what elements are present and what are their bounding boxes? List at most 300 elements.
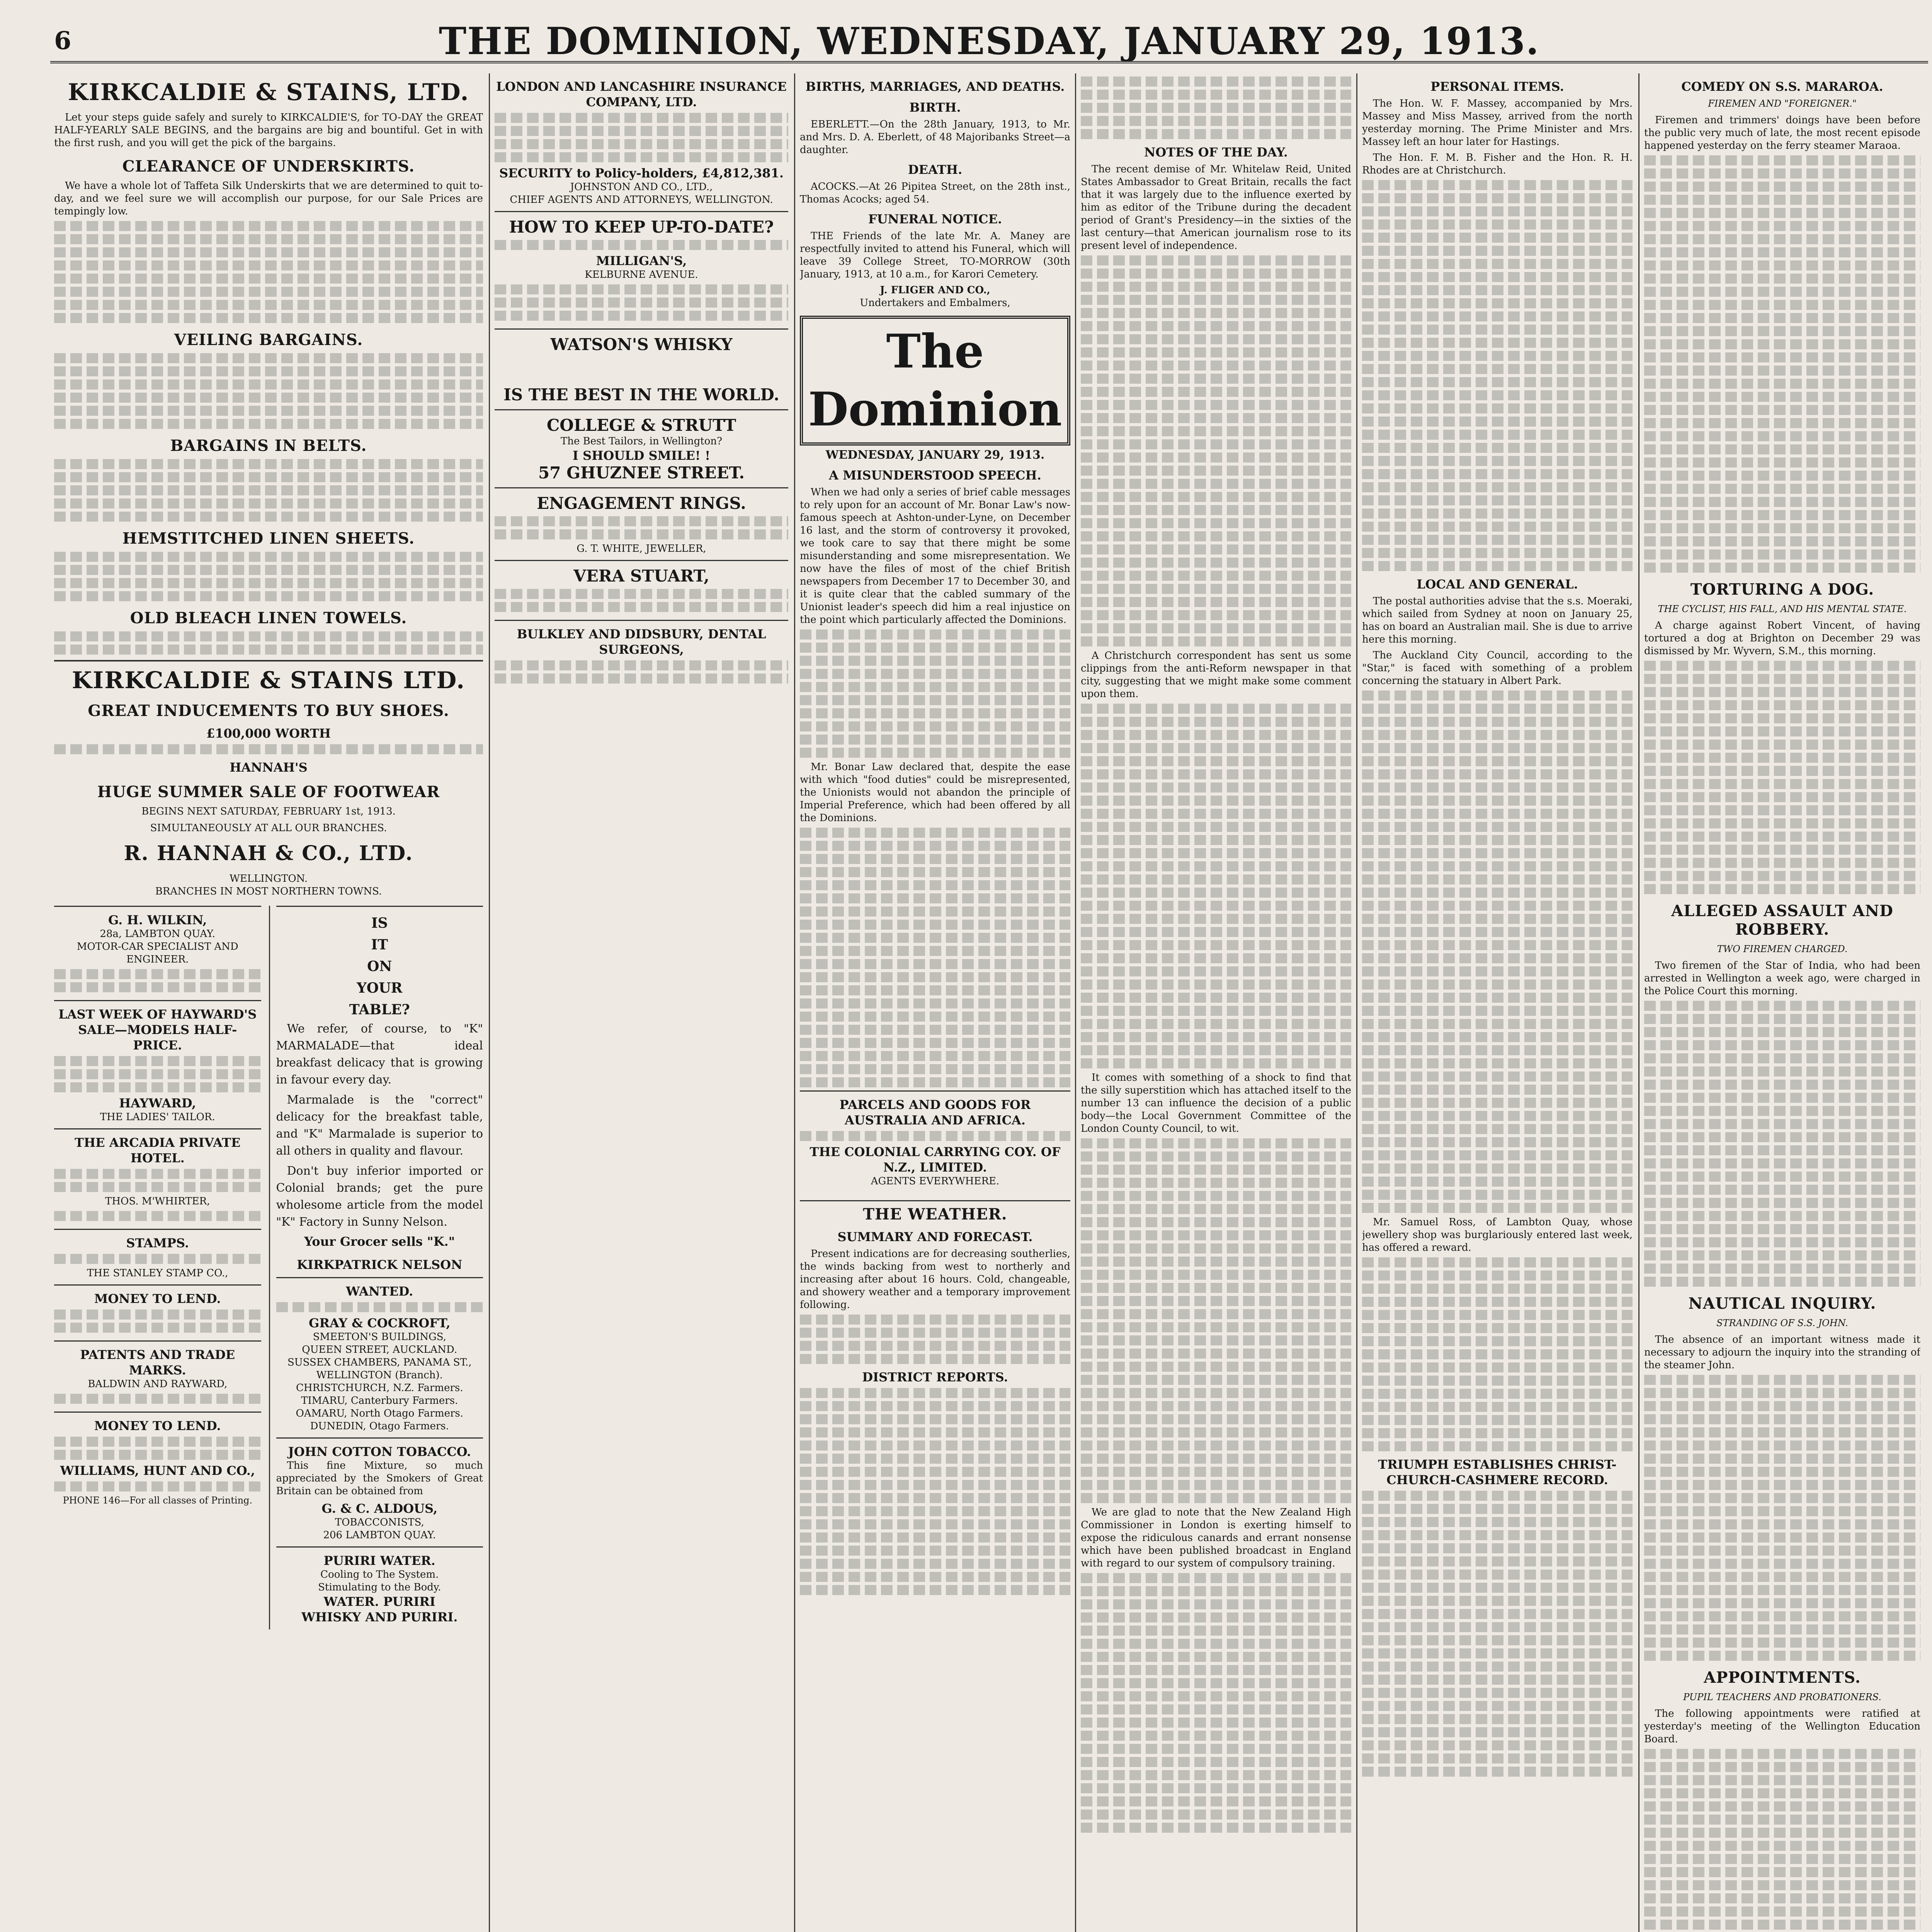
text-line-placeholder bbox=[1081, 1783, 1351, 1793]
text-line-placeholder bbox=[1644, 208, 1920, 218]
article-paragraph: Two firemen of the Star of India, who had been arrested in Wellington a week ago, were charged in the Police Court this morning. bbox=[1644, 960, 1920, 997]
text-line-placeholder bbox=[1644, 1264, 1920, 1274]
ad-text: TOBACCONISTS, bbox=[335, 1517, 424, 1528]
text-line-placeholder bbox=[1081, 400, 1351, 410]
text-line-placeholder bbox=[1081, 129, 1351, 139]
text-line-placeholder bbox=[1081, 1191, 1351, 1201]
text-line-placeholder bbox=[54, 260, 483, 270]
article-paragraph: We are glad to note that the New Zealand High Commissioner in London is exerting himself to expose the ridiculous canards and errant nonsense which have been published broadcast in England with regard to our system of compulsory training. bbox=[1081, 1507, 1351, 1569]
editorial-paragraph: When we had only a series of brief cable messages to rely upon for an account of Mr. Bonar Law's now-famous speech at Ashton-under-Lyne, on December 16 last, and the storm of controversy it provoked, we took care to say that there might be some misunderstanding and some misrepresentation. We now have the files of most of the chief British newspapers from December 17 to December 30, and it is quite clear that the cabled summary of the Unionist leader's speech did him a real injustice on the point which particularly affected the Dominions. bbox=[800, 486, 1070, 626]
text-line-placeholder bbox=[800, 669, 1070, 679]
text-line-placeholder bbox=[1081, 1626, 1351, 1636]
ad-heading: KIRKCALDIE & STAINS, LTD. bbox=[68, 79, 469, 106]
text-line-placeholder bbox=[1644, 1624, 1920, 1634]
text-line-placeholder bbox=[1081, 1493, 1351, 1503]
ad-text: BEGINS NEXT SATURDAY, FEBRUARY 1st, 1913. bbox=[141, 806, 396, 817]
text-line-placeholder bbox=[1081, 1349, 1351, 1359]
text-line-placeholder bbox=[800, 735, 1070, 745]
ad-text: IT bbox=[371, 937, 388, 953]
text-line-placeholder bbox=[800, 880, 1070, 890]
text-line-placeholder bbox=[54, 578, 483, 588]
masthead bbox=[50, 15, 1928, 63]
text-line-placeholder bbox=[1081, 610, 1351, 620]
text-line-placeholder bbox=[54, 1082, 261, 1092]
text-line-placeholder bbox=[1081, 1480, 1351, 1490]
ad-subheading: CLEARANCE OF UNDERSKIRTS. bbox=[122, 157, 415, 175]
notice-heading: BIRTH. bbox=[909, 100, 961, 115]
text-line-placeholder bbox=[800, 1427, 1070, 1437]
text-line-placeholder bbox=[800, 959, 1070, 969]
text-line-placeholder bbox=[1644, 1224, 1920, 1234]
text-line-placeholder bbox=[800, 1341, 1070, 1351]
column-notes bbox=[1081, 73, 1351, 1932]
text-line-placeholder bbox=[54, 1310, 261, 1320]
text-line-placeholder bbox=[1644, 1906, 1920, 1917]
text-line-placeholder bbox=[1644, 818, 1920, 828]
text-line-placeholder bbox=[1644, 339, 1920, 349]
text-line-placeholder bbox=[1644, 182, 1920, 192]
text-line-placeholder bbox=[1362, 1556, 1633, 1566]
ad-heading: COLLEGE & STRUTT bbox=[546, 416, 736, 435]
text-line-placeholder bbox=[1081, 1440, 1351, 1451]
text-line-placeholder bbox=[1644, 832, 1920, 842]
text-line-placeholder bbox=[1362, 311, 1633, 321]
ad-text: We refer, of course, to "K" MARMALADE—that ideal breakfast delicacy that is growing in favour every day. bbox=[276, 1022, 483, 1087]
text-line-placeholder bbox=[54, 969, 261, 979]
text-line-placeholder bbox=[1644, 766, 1920, 776]
text-line-placeholder bbox=[54, 353, 483, 363]
text-line-placeholder bbox=[1081, 1006, 1351, 1016]
text-line-placeholder bbox=[800, 708, 1070, 718]
text-line-placeholder bbox=[1081, 1704, 1351, 1714]
text-line-placeholder bbox=[1362, 1032, 1633, 1042]
text-line-placeholder bbox=[1644, 1145, 1920, 1155]
text-line-placeholder bbox=[1644, 352, 1920, 362]
text-line-placeholder bbox=[1362, 298, 1633, 308]
text-line-placeholder bbox=[1362, 1006, 1633, 1016]
text-line-placeholder bbox=[1081, 77, 1351, 87]
text-line-placeholder bbox=[1081, 116, 1351, 126]
text-line-placeholder bbox=[1362, 1428, 1633, 1438]
text-line-placeholder bbox=[800, 906, 1070, 917]
ad-heading: KIRKPATRICK NELSON bbox=[297, 1257, 463, 1272]
ad-text: SMEETON'S BUILDINGS, bbox=[313, 1331, 446, 1343]
text-line-placeholder bbox=[54, 247, 483, 257]
text-line-placeholder bbox=[1362, 953, 1633, 963]
text-line-placeholder bbox=[1081, 255, 1351, 265]
text-line-placeholder bbox=[1362, 1491, 1633, 1501]
text-line-placeholder bbox=[1362, 1376, 1633, 1386]
text-line-placeholder bbox=[1644, 1014, 1920, 1024]
ad-subheading: OLD BLEACH LINEN TOWELS. bbox=[130, 609, 407, 627]
text-line-placeholder bbox=[1644, 418, 1920, 428]
text-line-placeholder bbox=[54, 1394, 261, 1404]
text-line-placeholder bbox=[1081, 1665, 1351, 1675]
ad-text: HANNAH'S bbox=[230, 760, 308, 775]
text-line-placeholder bbox=[1644, 1493, 1920, 1503]
text-line-placeholder bbox=[800, 1532, 1070, 1543]
text-line-placeholder bbox=[1362, 743, 1633, 753]
text-line-placeholder bbox=[1644, 168, 1920, 179]
text-line-placeholder bbox=[54, 366, 483, 376]
text-line-placeholder bbox=[1081, 1427, 1351, 1437]
text-line-placeholder bbox=[1362, 980, 1633, 990]
text-line-placeholder bbox=[1081, 1823, 1351, 1833]
text-line-placeholder bbox=[1081, 1454, 1351, 1464]
text-line-placeholder bbox=[54, 1481, 261, 1492]
text-line-placeholder bbox=[1362, 914, 1633, 924]
ad-heading: WANTED. bbox=[346, 1284, 413, 1299]
article-paragraph: A charge against Robert Vincent, of having tortured a dog at Brighton on December 29 was dismissed by Mr. Wyvern, S.M., this morning. bbox=[1644, 620, 1920, 657]
section-subheading: FIREMEN AND "FOREIGNER." bbox=[1708, 98, 1857, 109]
text-line-placeholder bbox=[1081, 1270, 1351, 1280]
text-line-placeholder bbox=[54, 472, 483, 482]
text-line-placeholder bbox=[495, 529, 788, 539]
text-line-placeholder bbox=[1362, 338, 1633, 348]
text-line-placeholder bbox=[1644, 1506, 1920, 1516]
text-line-placeholder bbox=[1081, 861, 1351, 871]
text-line-placeholder bbox=[800, 643, 1070, 653]
ad-subheading: HEMSTITCHED LINEN SHEETS. bbox=[122, 529, 415, 548]
ad-text: OAMARU, North Otago Farmers. bbox=[296, 1408, 464, 1419]
text-line-placeholder bbox=[54, 1254, 261, 1264]
text-line-placeholder bbox=[1362, 861, 1633, 871]
text-line-placeholder bbox=[1362, 1203, 1633, 1213]
text-line-placeholder bbox=[1362, 430, 1633, 440]
text-line-placeholder bbox=[1362, 1622, 1633, 1632]
text-line-placeholder bbox=[1362, 509, 1633, 519]
text-line-placeholder bbox=[800, 682, 1070, 692]
text-line-placeholder bbox=[1644, 221, 1920, 231]
ad-text: IS bbox=[371, 915, 388, 931]
text-line-placeholder bbox=[1081, 1217, 1351, 1227]
text-line-placeholder bbox=[1081, 927, 1351, 937]
notice-text: ACOCKS.—At 26 Pipitea Street, on the 28th inst., Thomas Acocks; aged 54. bbox=[800, 181, 1070, 205]
text-line-placeholder bbox=[1362, 364, 1633, 374]
section-subheading: STRANDING OF S.S. JOHN. bbox=[1716, 1318, 1848, 1328]
text-line-placeholder bbox=[1644, 1762, 1920, 1772]
text-line-placeholder bbox=[800, 748, 1070, 758]
text-line-placeholder bbox=[1081, 704, 1351, 714]
text-line-placeholder bbox=[1644, 687, 1920, 697]
text-line-placeholder bbox=[1081, 796, 1351, 806]
text-line-placeholder bbox=[1362, 522, 1633, 532]
ad-text: Stimulating to the Body. bbox=[318, 1582, 441, 1593]
text-line-placeholder bbox=[1362, 1583, 1633, 1593]
text-line-placeholder bbox=[1644, 1480, 1920, 1490]
text-line-placeholder bbox=[1644, 444, 1920, 454]
ad-text: TIMARU, Canterbury Farmers. bbox=[301, 1395, 458, 1406]
text-line-placeholder bbox=[1081, 584, 1351, 594]
text-line-placeholder bbox=[800, 998, 1070, 1009]
ad-heading: ENGAGEMENT RINGS. bbox=[537, 494, 746, 513]
ad-heading: LONDON AND LANCASHIRE INSURANCE COMPANY, LTD. bbox=[496, 79, 787, 109]
text-line-placeholder bbox=[1362, 351, 1633, 361]
text-line-placeholder bbox=[1644, 300, 1920, 310]
ad-text: THE STANLEY STAMP CO., bbox=[87, 1267, 228, 1279]
text-line-placeholder bbox=[1081, 1283, 1351, 1293]
text-line-placeholder bbox=[276, 1302, 483, 1312]
ad-subheading: BARGAINS IN BELTS. bbox=[170, 437, 367, 455]
text-line-placeholder bbox=[1644, 1211, 1920, 1221]
text-line-placeholder bbox=[54, 1169, 261, 1179]
text-line-placeholder bbox=[1362, 756, 1633, 766]
text-line-placeholder bbox=[800, 1519, 1070, 1529]
text-line-placeholder bbox=[54, 498, 483, 509]
text-line-placeholder bbox=[800, 933, 1070, 943]
ad-text: WHISKY AND PURIRI. bbox=[301, 1610, 458, 1624]
article-paragraph: The postal authorities advise that the s.s. Moeraki, which sailed from Sydney at noon on January 25, has on board an Australian mail. She is due to arrive here this morning. bbox=[1362, 595, 1633, 645]
text-line-placeholder bbox=[800, 893, 1070, 903]
section-subheading: TWO FIREMEN CHARGED. bbox=[1717, 944, 1848, 954]
text-line-placeholder bbox=[1644, 563, 1920, 573]
text-line-placeholder bbox=[1081, 769, 1351, 779]
text-line-placeholder bbox=[1362, 730, 1633, 740]
text-line-placeholder bbox=[1081, 1058, 1351, 1068]
ad-text: THOS. M'WHIRTER, bbox=[105, 1196, 210, 1207]
text-line-placeholder bbox=[54, 485, 483, 495]
ad-text: JOHNSTON AND CO., LTD., bbox=[570, 181, 713, 193]
text-line-placeholder bbox=[1081, 1230, 1351, 1240]
text-line-placeholder bbox=[800, 1328, 1070, 1338]
editorial-date: WEDNESDAY, JANUARY 29, 1913. bbox=[825, 448, 1045, 462]
text-line-placeholder bbox=[1081, 1757, 1351, 1767]
text-line-placeholder bbox=[1081, 1032, 1351, 1042]
text-line-placeholder bbox=[1362, 690, 1633, 701]
text-line-placeholder bbox=[1081, 743, 1351, 753]
text-line-placeholder bbox=[1644, 1053, 1920, 1063]
text-line-placeholder bbox=[54, 631, 483, 641]
notice-heading: FUNERAL NOTICE. bbox=[868, 212, 1002, 226]
text-line-placeholder bbox=[1362, 848, 1633, 858]
text-line-placeholder bbox=[1644, 1066, 1920, 1077]
text-line-placeholder bbox=[800, 656, 1070, 666]
text-line-placeholder bbox=[1081, 1796, 1351, 1806]
text-line-placeholder bbox=[1644, 1651, 1920, 1661]
text-line-placeholder bbox=[1081, 282, 1351, 292]
text-line-placeholder bbox=[1081, 544, 1351, 554]
column-rule bbox=[794, 73, 795, 1932]
text-line-placeholder bbox=[1644, 287, 1920, 297]
text-line-placeholder bbox=[1362, 1767, 1633, 1777]
ad-heading: MONEY TO LEND. bbox=[94, 1418, 221, 1433]
ad-text: BALDWIN AND RAYWARD, bbox=[88, 1378, 228, 1390]
text-line-placeholder bbox=[800, 985, 1070, 995]
text-line-placeholder bbox=[1644, 1040, 1920, 1050]
text-line-placeholder bbox=[1081, 531, 1351, 541]
text-line-placeholder bbox=[1081, 756, 1351, 766]
text-line-placeholder bbox=[1644, 1277, 1920, 1287]
text-line-placeholder bbox=[1644, 858, 1920, 868]
text-line-placeholder bbox=[1081, 505, 1351, 515]
text-line-placeholder bbox=[1081, 1810, 1351, 1820]
ad-text: PHONE 146—For all classes of Printing. bbox=[63, 1495, 253, 1506]
text-line-placeholder bbox=[1362, 940, 1633, 950]
text-line-placeholder bbox=[1081, 1335, 1351, 1345]
column-editorial bbox=[800, 73, 1070, 1932]
text-line-placeholder bbox=[54, 287, 483, 297]
text-line-placeholder bbox=[1362, 1596, 1633, 1606]
text-line-placeholder bbox=[800, 1585, 1070, 1595]
text-line-placeholder bbox=[1081, 1019, 1351, 1029]
text-line-placeholder bbox=[1081, 835, 1351, 845]
text-line-placeholder bbox=[1362, 456, 1633, 466]
text-line-placeholder bbox=[1644, 1467, 1920, 1477]
text-line-placeholder bbox=[1081, 1586, 1351, 1596]
text-line-placeholder bbox=[1644, 713, 1920, 723]
text-line-placeholder bbox=[1081, 888, 1351, 898]
text-line-placeholder bbox=[54, 1450, 261, 1460]
ad-heading: VERA STUART, bbox=[573, 566, 709, 585]
ad-subheading: GREAT INDUCEMENTS TO BUY SHOES. bbox=[88, 702, 449, 720]
page-number: 6 bbox=[54, 26, 71, 55]
notice-heading: DEATH. bbox=[908, 162, 963, 177]
article-paragraph: The Auckland City Council, according to the "Star," is faced with something of a problem concerning the statuary in Albert Park. bbox=[1362, 650, 1633, 687]
text-line-placeholder bbox=[1362, 1019, 1633, 1029]
text-line-placeholder bbox=[1644, 1559, 1920, 1569]
text-line-placeholder bbox=[1362, 1098, 1633, 1108]
text-line-placeholder bbox=[1644, 753, 1920, 763]
ad-text: 28a, LAMBTON QUAY. bbox=[100, 928, 216, 940]
notice-text: EBERLETT.—On the 28th January, 1913, to Mr. and Mrs. D. A. Eberlett, of 48 Majoribanks Street—a daughter. bbox=[800, 119, 1070, 156]
text-line-placeholder bbox=[1362, 822, 1633, 832]
text-line-placeholder bbox=[1362, 1662, 1633, 1672]
article-paragraph: The Hon. W. F. Massey, accompanied by Mrs. Massey and Miss Massey, arrived from the north yesterday morning. The Prime Minister and Mrs. Massey left an hour later for Hastings. bbox=[1362, 98, 1633, 148]
text-line-placeholder bbox=[1644, 1250, 1920, 1260]
ad-heading: THE ARCADIA PRIVATE HOTEL. bbox=[75, 1135, 241, 1165]
text-line-placeholder bbox=[1081, 966, 1351, 976]
text-line-placeholder bbox=[1362, 1727, 1633, 1737]
text-line-placeholder bbox=[1644, 674, 1920, 684]
text-line-placeholder bbox=[800, 1506, 1070, 1516]
text-line-placeholder bbox=[54, 1211, 261, 1221]
text-line-placeholder bbox=[1362, 809, 1633, 819]
text-line-placeholder bbox=[1362, 1349, 1633, 1359]
text-line-placeholder bbox=[1081, 1243, 1351, 1253]
text-line-placeholder bbox=[54, 982, 261, 992]
text-line-placeholder bbox=[1362, 417, 1633, 427]
ad-heading: PATENTS AND TRADE MARKS. bbox=[80, 1347, 235, 1378]
column-advertisements-left bbox=[54, 73, 483, 1932]
text-line-placeholder bbox=[1644, 1388, 1920, 1398]
text-line-placeholder bbox=[1644, 740, 1920, 750]
text-line-placeholder bbox=[1362, 1530, 1633, 1540]
text-line-placeholder bbox=[1362, 1714, 1633, 1724]
editorial-paragraph: Mr. Bonar Law declared that, despite the ease with which "food duties" could be misrepresented, the Unionists would not abandon the principle of Imperial Preference, which had been offered by all the Dominions. bbox=[800, 761, 1070, 824]
text-line-placeholder bbox=[1644, 1080, 1920, 1090]
text-line-placeholder bbox=[1081, 1770, 1351, 1780]
text-line-placeholder bbox=[54, 1323, 261, 1333]
text-line-placeholder bbox=[1644, 1440, 1920, 1451]
text-line-placeholder bbox=[1362, 1543, 1633, 1553]
text-line-placeholder bbox=[1362, 1177, 1633, 1187]
text-line-placeholder bbox=[1362, 180, 1633, 190]
text-line-placeholder bbox=[1644, 1815, 1920, 1825]
text-line-placeholder bbox=[1362, 1137, 1633, 1147]
text-line-placeholder bbox=[800, 1454, 1070, 1464]
ad-heading: THE COLONIAL CARRYING COY. OF N.Z., LIMITED. bbox=[810, 1145, 1061, 1175]
text-line-placeholder bbox=[1644, 1854, 1920, 1864]
text-line-placeholder bbox=[800, 1012, 1070, 1022]
text-line-placeholder bbox=[495, 139, 788, 149]
section-heading: LOCAL AND GENERAL. bbox=[1417, 577, 1578, 592]
article-paragraph: The absence of an important witness made it necessary to adjourn the inquiry into the stranding of the steamer John. bbox=[1644, 1334, 1920, 1371]
text-line-placeholder bbox=[1081, 1151, 1351, 1162]
article-paragraph: Firemen and trimmers' doings have been before the public very much of late, the most recent episode happened yesterday on the ferry steamer Maraoa. bbox=[1644, 114, 1920, 151]
text-line-placeholder bbox=[1081, 1731, 1351, 1741]
text-line-placeholder bbox=[800, 1546, 1070, 1556]
text-line-placeholder bbox=[1081, 1573, 1351, 1583]
text-line-placeholder bbox=[1644, 366, 1920, 376]
text-line-placeholder bbox=[1644, 195, 1920, 205]
text-line-placeholder bbox=[1362, 1753, 1633, 1764]
text-line-placeholder bbox=[1644, 260, 1920, 270]
text-line-placeholder bbox=[1081, 558, 1351, 568]
text-line-placeholder bbox=[495, 673, 788, 684]
text-line-placeholder bbox=[1081, 809, 1351, 819]
text-line-placeholder bbox=[1081, 334, 1351, 344]
text-line-placeholder bbox=[1644, 392, 1920, 402]
text-line-placeholder bbox=[1362, 1163, 1633, 1173]
text-line-placeholder bbox=[54, 565, 483, 575]
ad-heading: HOW TO KEEP UP-TO-DATE? bbox=[509, 218, 774, 236]
ad-text: £100,000 WORTH bbox=[206, 726, 331, 741]
ad-text: QUEEN STREET, AUCKLAND. bbox=[302, 1344, 457, 1355]
text-line-placeholder bbox=[1644, 871, 1920, 881]
ad-heading: WILLIAMS, HUNT AND CO., bbox=[60, 1463, 255, 1478]
text-line-placeholder bbox=[1362, 1111, 1633, 1121]
text-line-placeholder bbox=[1362, 1609, 1633, 1619]
text-line-placeholder bbox=[800, 1401, 1070, 1411]
text-line-placeholder bbox=[1081, 1401, 1351, 1411]
text-line-placeholder bbox=[1644, 845, 1920, 855]
column-rule bbox=[1356, 73, 1357, 1932]
text-line-placeholder bbox=[1362, 796, 1633, 806]
text-line-placeholder bbox=[1081, 347, 1351, 357]
section-heading: NOTES OF THE DAY. bbox=[1144, 145, 1288, 160]
ad-text: CHRISTCHURCH, N.Z. Farmers. bbox=[296, 1382, 463, 1394]
ad-heading: PURIRI WATER. bbox=[323, 1553, 435, 1568]
section-heading: TORTURING A DOG. bbox=[1690, 580, 1874, 599]
text-line-placeholder bbox=[1081, 1744, 1351, 1754]
text-line-placeholder bbox=[495, 113, 788, 123]
text-line-placeholder bbox=[54, 313, 483, 323]
ad-text: WELLINGTON. bbox=[229, 873, 308, 884]
ad-heading: KIRKCALDIE & STAINS LTD. bbox=[54, 660, 483, 694]
ad-text: IS THE BEST IN THE WORLD. bbox=[503, 385, 779, 404]
text-line-placeholder bbox=[800, 1051, 1070, 1061]
text-line-placeholder bbox=[1644, 523, 1920, 533]
text-line-placeholder bbox=[800, 1354, 1070, 1364]
text-line-placeholder bbox=[1081, 717, 1351, 727]
text-line-placeholder bbox=[1081, 308, 1351, 318]
text-line-placeholder bbox=[1644, 1867, 1920, 1877]
ad-text: The Best Tailors, in Wellington? bbox=[560, 435, 723, 447]
text-line-placeholder bbox=[1644, 274, 1920, 284]
text-line-placeholder bbox=[1362, 535, 1633, 545]
ad-text: TABLE? bbox=[349, 1002, 410, 1018]
ad-text: G. T. WHITE, JEWELLER, bbox=[577, 543, 706, 554]
text-line-placeholder bbox=[1644, 1454, 1920, 1464]
text-line-placeholder bbox=[1644, 155, 1920, 165]
text-line-placeholder bbox=[1081, 1414, 1351, 1424]
ad-text: CHIEF AGENTS AND ATTORNEYS, WELLINGTON. bbox=[510, 194, 773, 206]
text-line-placeholder bbox=[1644, 536, 1920, 546]
text-line-placeholder bbox=[1644, 700, 1920, 710]
text-line-placeholder bbox=[1362, 1257, 1633, 1267]
text-line-placeholder bbox=[1362, 1415, 1633, 1425]
text-line-placeholder bbox=[1362, 1635, 1633, 1645]
